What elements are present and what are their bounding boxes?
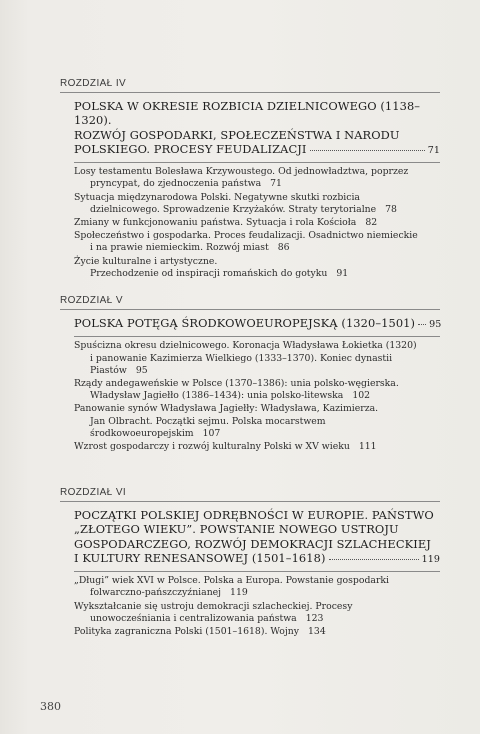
page-number: 107	[202, 427, 221, 439]
entry-line: środkowoeuropejskim	[90, 427, 194, 439]
entry-line: Rządy andegaweńskie w Polsce (1370–1386): unia polsko-węgierska.	[74, 377, 399, 389]
entry-line: Wzrost gospodarczy i rozwój kulturalny Polski w XV wieku	[74, 440, 350, 452]
entry-line: Losy testamentu Bolesława Krzywoustego. Od jednowładztwa, poprzez	[74, 166, 409, 178]
entry-line: Piastów	[90, 364, 127, 376]
chapter-title-line: POLSKA W OKRESIE ROZBICIA DZIELNICOWEGO (1138–1320).	[74, 99, 421, 128]
entry-leader	[74, 390, 440, 402]
entry-leader	[74, 428, 440, 440]
page-number: 95	[135, 364, 148, 376]
entry-line: Panowanie synów Władysława Jagiełły: Władysława, Kazimierza.	[74, 403, 379, 415]
dot-leader	[418, 317, 426, 325]
toc-entry	[74, 626, 440, 638]
entry-leader	[74, 204, 440, 216]
chapter-5	[60, 295, 440, 454]
entry-leader	[74, 268, 440, 280]
toc-entry	[74, 340, 440, 377]
chapter-label: ROZDZIAŁ V	[60, 295, 440, 310]
entry-line: unowocześniania i centralizowania państwa	[90, 612, 297, 624]
page-number: 82	[365, 217, 378, 228]
entry-leader	[74, 626, 440, 638]
page-number: 86	[277, 242, 290, 254]
chapter-title	[74, 99, 440, 163]
entry-line: Władysław Jagiełło (1386–1434): unia polsko-litewska	[90, 390, 344, 402]
page-number: 111	[358, 440, 377, 452]
chapter-title-line: POLSKIEGO. PROCESY FEUDALIZACJI	[74, 141, 307, 156]
entry-line: i na prawie niemieckim. Rozwój miast	[90, 242, 269, 254]
page-number: 119	[421, 553, 440, 565]
toc-entry	[74, 256, 440, 280]
chapter-label: ROZDZIAŁ IV	[60, 78, 440, 93]
entry-leader	[74, 365, 440, 377]
chapter-title-leader	[74, 316, 440, 332]
entry-leader	[74, 587, 440, 599]
dot-leader	[310, 143, 425, 151]
entry-line: Spuścizna okresu dzielnicowego. Koronacja Władysława Łokietka (1320)	[74, 340, 417, 352]
entry-line: i panowanie Kazimierza Wielkiego (1333–1370). Koniec dynastii	[90, 352, 393, 364]
entry-line: Społeczeństwo i gospodarka. Proces feudalizacji. Osadnictwo niemieckie	[74, 230, 418, 242]
toc-entry	[74, 601, 440, 625]
toc-entry	[74, 217, 440, 229]
entry-line: Przechodzenie od inspiracji romańskich do gotyku	[90, 267, 328, 279]
entry-leader	[74, 217, 440, 229]
toc-entry	[74, 575, 440, 599]
page-number: 95	[429, 319, 442, 330]
entry-leader	[74, 178, 440, 190]
chapter-title-line: ROZWÓJ GOSPODARKI, SPOŁECZEŃSTWA I NARODU	[74, 127, 400, 142]
page-number: 78	[385, 203, 397, 215]
entry-line: Jan Olbracht. Początki sejmu. Polska mocarstwem	[90, 415, 326, 427]
entry-leader	[74, 242, 440, 254]
chapter-title-line: POLSKA POTĘGĄ ŚRODKOWOEUROPEJSKĄ (1320–1501)	[74, 316, 416, 330]
entry-line: Wykształcanie się ustroju demokracji szlacheckiej. Procesy	[74, 600, 353, 612]
toc-entry	[74, 192, 440, 216]
chapter-title-leader	[74, 551, 440, 567]
dot-leader	[329, 552, 419, 560]
toc-entry	[74, 378, 440, 402]
chapter-title-line: I KULTURY RENESANSOWEJ (1501–1618)	[74, 550, 326, 565]
page-number: 71	[427, 144, 440, 156]
chapter-label: ROZDZIAŁ VI	[60, 487, 440, 502]
entry-leader	[74, 613, 440, 625]
page-number: 102	[352, 390, 371, 402]
chapter-title-leader	[74, 142, 440, 158]
chapter-title	[74, 508, 440, 572]
toc-entry	[74, 441, 440, 453]
page-number: 71	[270, 178, 282, 190]
page-number: 134	[308, 626, 326, 637]
chapter-4	[60, 78, 440, 281]
entry-line: Polityka zagraniczna Polski (1501–1618). Wojny	[74, 626, 300, 637]
toc-entry	[74, 230, 440, 254]
entry-line: folwarczno-pańszczyźnianej	[90, 587, 222, 599]
page-folio: 380	[40, 700, 61, 713]
chapter-6	[60, 487, 440, 639]
page-number: 119	[230, 587, 248, 599]
chapter-title-line: GOSPODARCZEGO, ROZWÓJ DEMOKRACJI SZLACHECKIEJ	[74, 536, 431, 551]
entry-line: „Długi” wiek XVI w Polsce. Polska a Europa. Powstanie gospodarki	[74, 575, 390, 587]
chapter-title	[74, 316, 440, 337]
entry-line: pryncypat, do zjednoczenia państwa	[90, 178, 262, 190]
entry-line: Zmiany w funkcjonowaniu państwa. Sytuacja i rola Kościoła	[74, 217, 357, 228]
entry-leader	[74, 441, 440, 453]
page-number: 123	[305, 612, 324, 624]
chapter-title-line: POCZĄTKI POLSKIEJ ODRĘBNOŚCI W EUROPIE. PAŃSTWO	[74, 508, 434, 522]
page-number: 91	[336, 267, 349, 279]
entry-line: Życie kulturalne i artystyczne.	[74, 255, 218, 267]
entry-line: Sytuacja międzynarodowa Polski. Negatywne skutki rozbicia	[74, 191, 360, 203]
chapter-title-line: „ZŁOTEGO WIEKU”. POWSTANIE NOWEGO USTROJU	[74, 522, 399, 537]
entry-line: dzielnicowego. Sprowadzenie Krzyżaków. Straty terytorialne	[90, 203, 377, 215]
toc-entry	[74, 166, 440, 190]
toc-entry	[74, 403, 440, 440]
